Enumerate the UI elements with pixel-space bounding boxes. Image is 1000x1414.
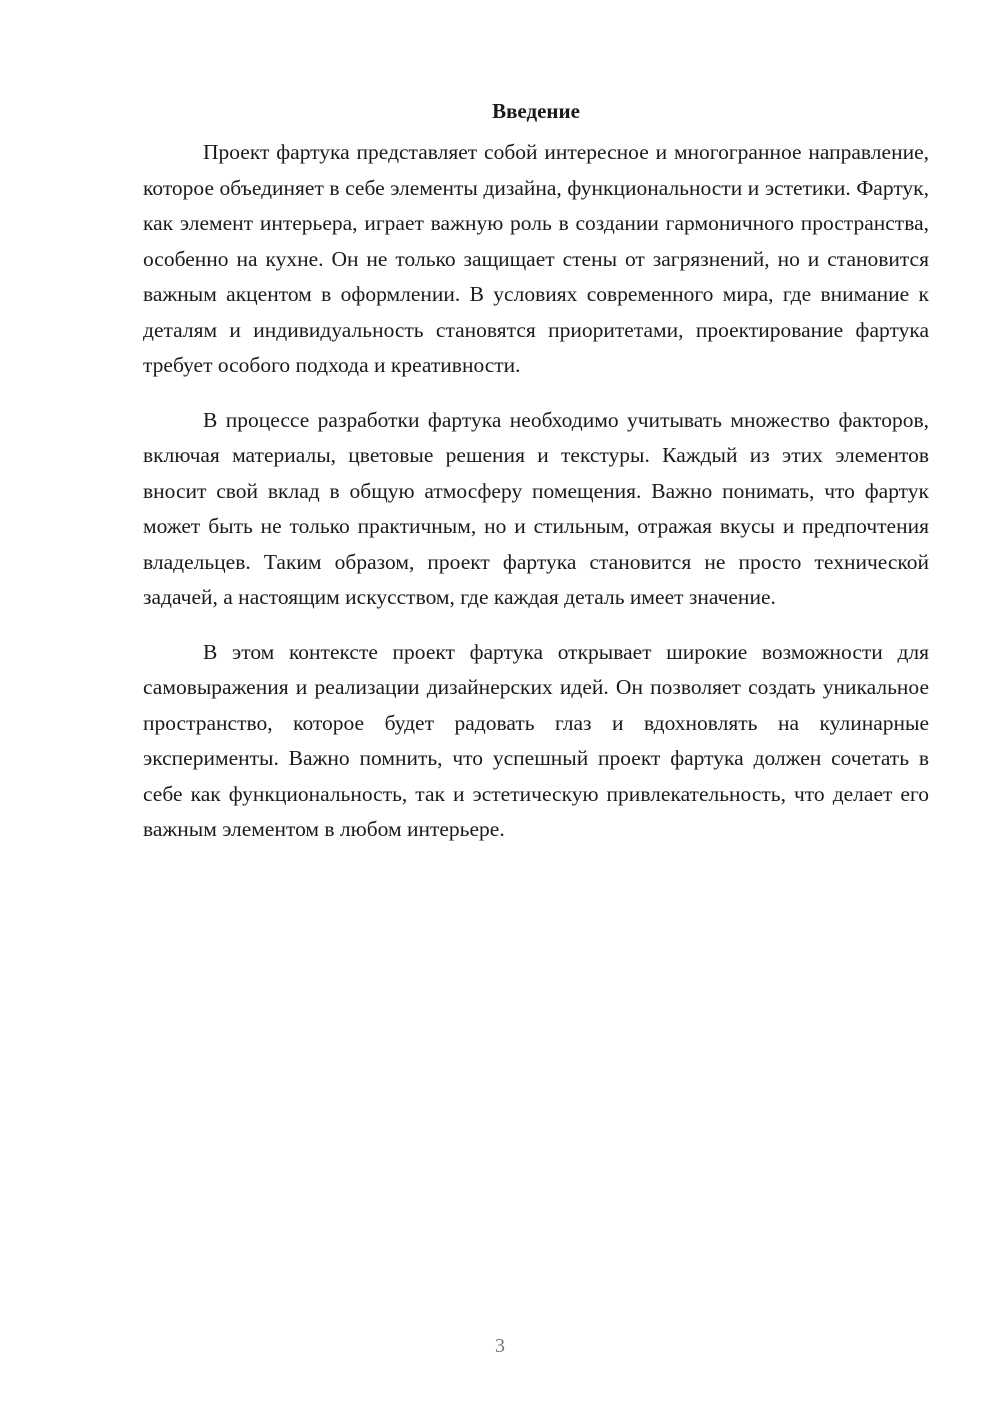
page-number: 3 (495, 1335, 505, 1357)
section-heading: Введение (492, 99, 580, 123)
document-body (143, 96, 929, 848)
paragraph-3: В этом контексте проект фартука открывает широкие возможности для самовыражения и реализации дизайнерских идей. Он позволяет создать уникальное пространство, которое будет радовать глаз и вдохновлять на кулинарные эксперименты. Важно помнить, что успешный проект фартука должен сочетать в себе как функциональность, так и эстетическую привлекательность, что делает его важным элементом в любом интерьере. (143, 639, 929, 841)
paragraph-2: В процессе разработки фартука необходимо учитывать множество факторов, включая материалы, цветовые решения и текстуры. Каждый из этих элементов вносит свой вклад в общую атмосферу помещения. Важно понимать, что фартук может быть не только практичным, но и стильным, отражая вкусы и предпочтения владельцев. Таким образом, проект фартука становится не просто технической задачей, а настоящим искусством, где каждая деталь имеет значение. (143, 407, 929, 609)
paragraph-1: Проект фартука представляет собой интересное и многогранное направление, которое объединяет в себе элементы дизайна, функциональности и эстетики. Фартук, как элемент интерьера, играет важную роль в создании гармоничного пространства, особенно на кухне. Он не только защищает стены от загрязнений, но и становится важным акцентом в оформлении. В условиях современного мира, где внимание к деталям и индивидуальность становятся приоритетами, проектирование фартука требует особого подхода и креативности. (143, 140, 929, 377)
